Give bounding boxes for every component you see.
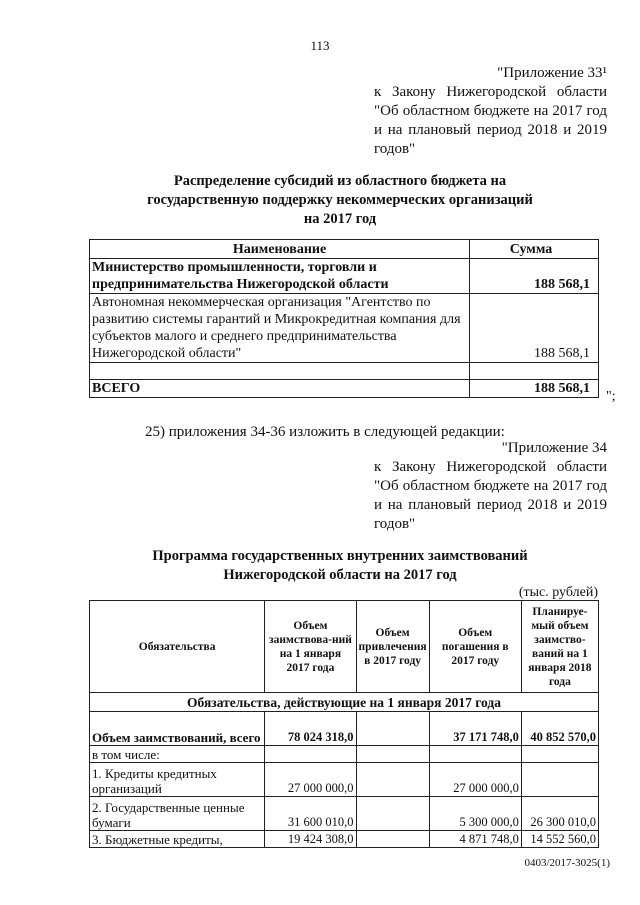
table-row [90, 746, 599, 763]
total-sum: 188 568,1 [470, 380, 599, 398]
col-raised-header: Объем привлечения в 2017 году [356, 601, 429, 693]
appendix-33-text: к Закону Нижегородской области "Об областном бюджете на 2017 год и на плановый период 2018 и 2019 годов" [374, 84, 607, 157]
table-row [90, 797, 599, 831]
paragraph-25: 25) приложения 34-36 изложить в следующей редакции: [145, 424, 505, 440]
borrowing-title: Программа государственных внутренних заимствований Нижегородской области на 2017 год [152, 548, 528, 583]
section-label: Обязательства, действующие на 1 января 2017 года [90, 693, 599, 712]
row-name: 1. Кредиты кредитных организаций [90, 763, 265, 797]
page-number: 113 [310, 38, 330, 53]
appendix-33-header [374, 64, 607, 159]
row-name: 3. Бюджетные кредиты, [90, 831, 265, 848]
table-row [90, 763, 599, 797]
empty-cell [90, 363, 470, 380]
appendix-33-title: "Приложение 33¹ [497, 65, 607, 81]
row-raised [356, 746, 429, 763]
total-row [90, 380, 599, 398]
row-start [265, 746, 356, 763]
row-start: 19 424 308,0 [265, 831, 356, 848]
row-repaid: 4 871 748,0 [429, 831, 521, 848]
row-name: 2. Государственные ценные бумаги [90, 797, 265, 831]
row-name: Объем заимствований, всего [90, 712, 265, 746]
row-raised [356, 797, 429, 831]
row-raised [356, 712, 429, 746]
appendix-34-header [374, 439, 607, 534]
subsidy-header-row [90, 240, 599, 259]
appendix-34-text: к Закону Нижегородской области "Об областном бюджете на 2017 год и на плановый период 2018 и 2019 годов" [374, 459, 607, 532]
table-row [90, 712, 599, 746]
col-start-header: Объем заимствова-ний на 1 января 2017 года [265, 601, 356, 693]
row-start: 31 600 010,0 [265, 797, 356, 831]
subsidy-table [89, 239, 599, 398]
units-label: (тыс. рублей) [518, 585, 598, 600]
row-planned: 26 300 010,0 [521, 797, 598, 831]
ministry-name: Министерство промышленности, торговли и предпринимательства Нижегородской области [90, 259, 470, 294]
row-raised [356, 831, 429, 848]
empty-sum-cell [470, 363, 599, 380]
empty-row [90, 363, 599, 380]
row-start: 78 024 318,0 [265, 712, 356, 746]
row-planned [521, 746, 598, 763]
row-raised [356, 763, 429, 797]
org-name: Автономная некоммерческая организация "Агентство по развитию системы гарантий и Микрокредитная компания для субъектов малого и среднего предпринимательства Нижегородской области" [90, 294, 470, 363]
closing-quote: "; [606, 389, 616, 404]
col-planned-header: Планируе-мый объем заимство-ваний на 1 января 2018 года [521, 601, 598, 693]
row-planned: 14 552 560,0 [521, 831, 598, 848]
col-name-header: Наименование [90, 240, 470, 259]
org-sum: 188 568,1 [470, 294, 599, 363]
col-obligations-header: Обязательства [90, 601, 265, 693]
subsidy-title: Распределение субсидий из областного бюджета на государственную поддержку некоммерческих организаций на 2017 год [147, 173, 533, 227]
row-planned: 40 852 570,0 [521, 712, 598, 746]
borrowing-table [89, 600, 599, 848]
row-repaid: 27 000 000,0 [429, 763, 521, 797]
total-label: ВСЕГО [90, 380, 470, 398]
ministry-row [90, 259, 599, 294]
row-repaid: 5 300 000,0 [429, 797, 521, 831]
row-start: 27 000 000,0 [265, 763, 356, 797]
org-row [90, 294, 599, 363]
row-repaid: 37 171 748,0 [429, 712, 521, 746]
row-planned [521, 763, 598, 797]
appendix-34-title: "Приложение 34 [501, 440, 607, 456]
document-code: 0403/2017-3025(1) [524, 857, 610, 869]
row-repaid [429, 746, 521, 763]
ministry-sum: 188 568,1 [470, 259, 599, 294]
col-sum-header: Сумма [470, 240, 599, 259]
row-name: в том числе: [90, 746, 265, 763]
section-row [90, 693, 599, 712]
borrowing-header-row [90, 601, 599, 693]
col-repaid-header: Объем погашения в 2017 году [429, 601, 521, 693]
table-row [90, 831, 599, 848]
